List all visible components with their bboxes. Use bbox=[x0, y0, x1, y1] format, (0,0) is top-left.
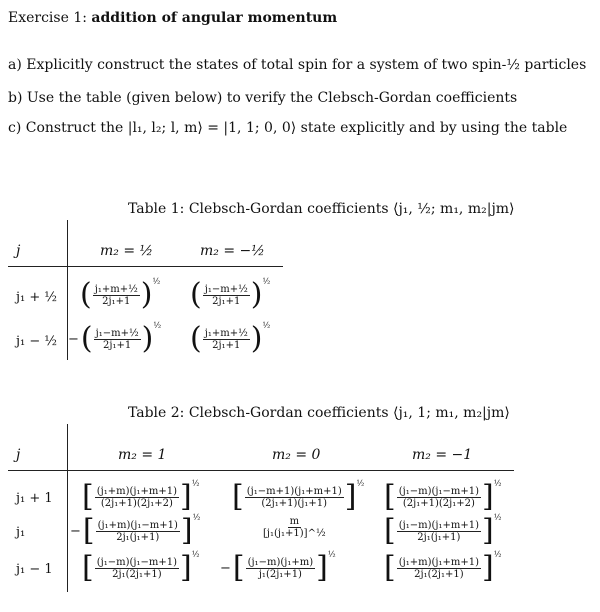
table2-caption: Table 2: Clebsch-Gordan coefficients ⟨j₁, 1; m₁, m₂|jm⟩ bbox=[128, 405, 510, 421]
table1-coefficient-exponent: ½ bbox=[152, 277, 161, 286]
table1-coefficient bbox=[190, 277, 271, 312]
table2-coefficient-fraction bbox=[397, 486, 481, 509]
table2-coefficient-numerator: (j₁+m)(j₁−m+1) bbox=[97, 519, 178, 531]
table1-caption: Table 1: Clebsch-Gordan coefficients ⟨j₁, ½; m₁, m₂|jm⟩ bbox=[128, 201, 515, 217]
table1-coefficient-fraction bbox=[93, 284, 140, 307]
table1-coefficient-exponent: ½ bbox=[262, 277, 271, 286]
table1-coefficient-open-bracket: ( bbox=[190, 321, 202, 356]
table2-coefficient-close-bracket: ] bbox=[180, 513, 193, 548]
table1-coefficient-denominator: 2j₁+1 bbox=[212, 339, 241, 351]
table2-horizontal-rule bbox=[8, 470, 514, 471]
table2-row-label: j₁ bbox=[16, 525, 26, 540]
table2-coefficient-fraction bbox=[96, 520, 180, 543]
table1-coefficient-open-bracket: ( bbox=[80, 321, 93, 356]
table1-coefficient-numerator: j₁−m+½ bbox=[204, 283, 248, 295]
table1-coefficient-fraction bbox=[203, 328, 250, 351]
table2-coefficient-fraction bbox=[246, 557, 316, 580]
table2-coefficient-open-bracket: [ bbox=[82, 550, 94, 585]
table1-coefficient-exponent: ½ bbox=[153, 321, 162, 330]
table2-coefficient-close-bracket: ] bbox=[180, 550, 192, 585]
part-a: a) Explicitly construct the states of total spin for a system of two spin-½ particles bbox=[8, 57, 587, 73]
table2-coefficient-numerator: (j₁−m)(j₁−m+1) bbox=[96, 556, 178, 568]
table1-row-label: j₁ − ½ bbox=[16, 334, 57, 349]
table2-coefficient bbox=[220, 550, 336, 585]
table1-coefficient-close-bracket: ) bbox=[250, 277, 263, 312]
table2-coefficient bbox=[232, 479, 365, 514]
table2-vertical-rule bbox=[67, 424, 68, 592]
table2-coefficient bbox=[384, 550, 502, 585]
table2-coefficient-close-bracket: ] bbox=[180, 479, 192, 514]
table2-coefficient bbox=[260, 516, 329, 539]
table2-coefficient-numerator: (j₁+m)(j₁+m+1) bbox=[96, 485, 178, 497]
table1-coefficient-fraction bbox=[94, 328, 141, 351]
table1-coefficient-close-bracket: ) bbox=[250, 321, 263, 356]
table1-coefficient-close-bracket: ) bbox=[141, 321, 154, 356]
table2-coefficient-sign: − bbox=[70, 523, 81, 539]
table2-coefficient-denominator: (2j₁+1)(2j₁+2) bbox=[100, 497, 173, 509]
table1-coefficient-fraction bbox=[203, 284, 250, 307]
table1-coefficient-exponent: ½ bbox=[262, 321, 271, 330]
table2-coefficient-numerator: (j₁−m)(j₁+m+1) bbox=[398, 519, 480, 531]
table2-coefficient-fraction bbox=[245, 486, 344, 509]
table2-coefficient-denominator: [j₁(j₁+1)]^½ bbox=[263, 528, 326, 539]
table2-coefficient-open-bracket: [ bbox=[82, 479, 94, 514]
table2-coefficient bbox=[82, 550, 200, 585]
table2-coefficient-close-bracket: ] bbox=[482, 479, 494, 514]
table1-header-j: j bbox=[16, 243, 21, 259]
table2-header-j: j bbox=[16, 447, 21, 463]
part-b: b) Use the table (given below) to verify the Clebsch-Gordan coefficients bbox=[8, 90, 518, 106]
table2-coefficient-close-bracket: ] bbox=[316, 550, 328, 585]
table2-coefficient-open-bracket: [ bbox=[82, 513, 95, 548]
table1-row-label: j₁ + ½ bbox=[16, 290, 57, 305]
table2-coefficient bbox=[82, 479, 200, 514]
table2-coefficient-denominator: (2j₁+1)(2j₁+2) bbox=[402, 497, 475, 509]
table1-coefficient-numerator: j₁+m+½ bbox=[204, 327, 248, 339]
table2-coefficient-exponent: ½ bbox=[191, 479, 200, 488]
table1-coefficient bbox=[190, 321, 271, 356]
table2-coefficient-close-bracket: ] bbox=[344, 479, 357, 514]
table2-coefficient bbox=[384, 513, 502, 548]
table2-row-label: j₁ + 1 bbox=[16, 491, 53, 506]
table2-coefficient-open-bracket: [ bbox=[384, 479, 396, 514]
exercise-topic: addition of angular momentum bbox=[91, 10, 338, 26]
table2-coefficient-exponent: ½ bbox=[327, 550, 336, 559]
table2-coefficient-exponent: ½ bbox=[493, 550, 502, 559]
table1-coefficient-denominator: 2j₁+1 bbox=[102, 295, 131, 307]
table2-coefficient-denominator: 2j₁(j₁+1) bbox=[116, 531, 160, 543]
table2-header-m2-zero: m₂ = 0 bbox=[272, 447, 321, 463]
table1-coefficient-open-bracket: ( bbox=[190, 277, 202, 312]
table2-coefficient-denominator: 2j₁(j₁+1) bbox=[417, 531, 461, 543]
table2-coefficient-open-bracket: [ bbox=[384, 550, 396, 585]
table2-coefficient-numerator: (j₁−m)(j₁−m+1) bbox=[398, 485, 480, 497]
table2-coefficient-sign: − bbox=[220, 560, 231, 576]
table2-coefficient-fraction bbox=[397, 520, 481, 543]
table2-coefficient-open-bracket: [ bbox=[384, 513, 396, 548]
table1-coefficient-numerator: j₁−m+½ bbox=[95, 327, 139, 339]
table1-coefficient bbox=[68, 321, 162, 356]
table2-coefficient-exponent: ½ bbox=[356, 479, 365, 488]
table2-coefficient-exponent: ½ bbox=[191, 550, 200, 559]
table1-coefficient-denominator: 2j₁+1 bbox=[212, 295, 241, 307]
exercise-title bbox=[8, 10, 337, 26]
table1-coefficient-numerator: j₁+m+½ bbox=[94, 283, 138, 295]
table2-coefficient-denominator: j₁(2j₁+1) bbox=[258, 568, 302, 580]
table2-coefficient-fraction bbox=[261, 516, 328, 539]
table2-coefficient-denominator: 2j₁(2j₁+1) bbox=[112, 568, 162, 580]
table2-coefficient-close-bracket: ] bbox=[482, 550, 494, 585]
table1-header-m2-minus: m₂ = −½ bbox=[200, 243, 265, 259]
table2-row-label: j₁ − 1 bbox=[16, 562, 53, 577]
table2-coefficient bbox=[384, 479, 502, 514]
table2-coefficient-numerator: m bbox=[289, 516, 300, 527]
table2-coefficient-numerator: (j₁−m)(j₁+m) bbox=[247, 556, 314, 568]
table2-coefficient-fraction bbox=[95, 557, 179, 580]
table2-coefficient-fraction bbox=[95, 486, 179, 509]
table1-coefficient bbox=[80, 277, 161, 312]
exercise-label: Exercise 1: bbox=[8, 10, 87, 26]
table2-coefficient-exponent: ½ bbox=[493, 479, 502, 488]
table2-coefficient-denominator: (2j₁+1)(j₁+1) bbox=[261, 497, 328, 509]
table1-coefficient-close-bracket: ) bbox=[140, 277, 153, 312]
table2-coefficient-numerator: (j₁−m+1)(j₁+m+1) bbox=[246, 485, 342, 497]
table1-coefficient-sign: − bbox=[68, 331, 79, 347]
table2-coefficient-fraction bbox=[397, 557, 481, 580]
part-c: c) Construct the |l₁, l₂; l, m⟩ = |1, 1; 0, 0⟩ state explicitly and by using the table bbox=[8, 120, 568, 136]
table2-header-m2-plus: m₂ = 1 bbox=[118, 447, 167, 463]
table2-coefficient-open-bracket: [ bbox=[232, 550, 245, 585]
table2-coefficient-open-bracket: [ bbox=[232, 479, 244, 514]
table2-coefficient-exponent: ½ bbox=[493, 513, 502, 522]
table2-coefficient-exponent: ½ bbox=[192, 513, 201, 522]
table2-coefficient-numerator: (j₁+m)(j₁+m+1) bbox=[398, 556, 480, 568]
table1-coefficient-denominator: 2j₁+1 bbox=[103, 339, 132, 351]
table2-header-m2-minus: m₂ = −1 bbox=[412, 447, 473, 463]
table1-coefficient-open-bracket: ( bbox=[80, 277, 92, 312]
table2-coefficient-denominator: 2j₁(2j₁+1) bbox=[414, 568, 464, 580]
table2-coefficient-close-bracket: ] bbox=[482, 513, 494, 548]
table1-header-m2-plus: m₂ = ½ bbox=[100, 243, 154, 259]
table1-horizontal-rule bbox=[8, 266, 283, 267]
table2-coefficient bbox=[70, 513, 201, 548]
